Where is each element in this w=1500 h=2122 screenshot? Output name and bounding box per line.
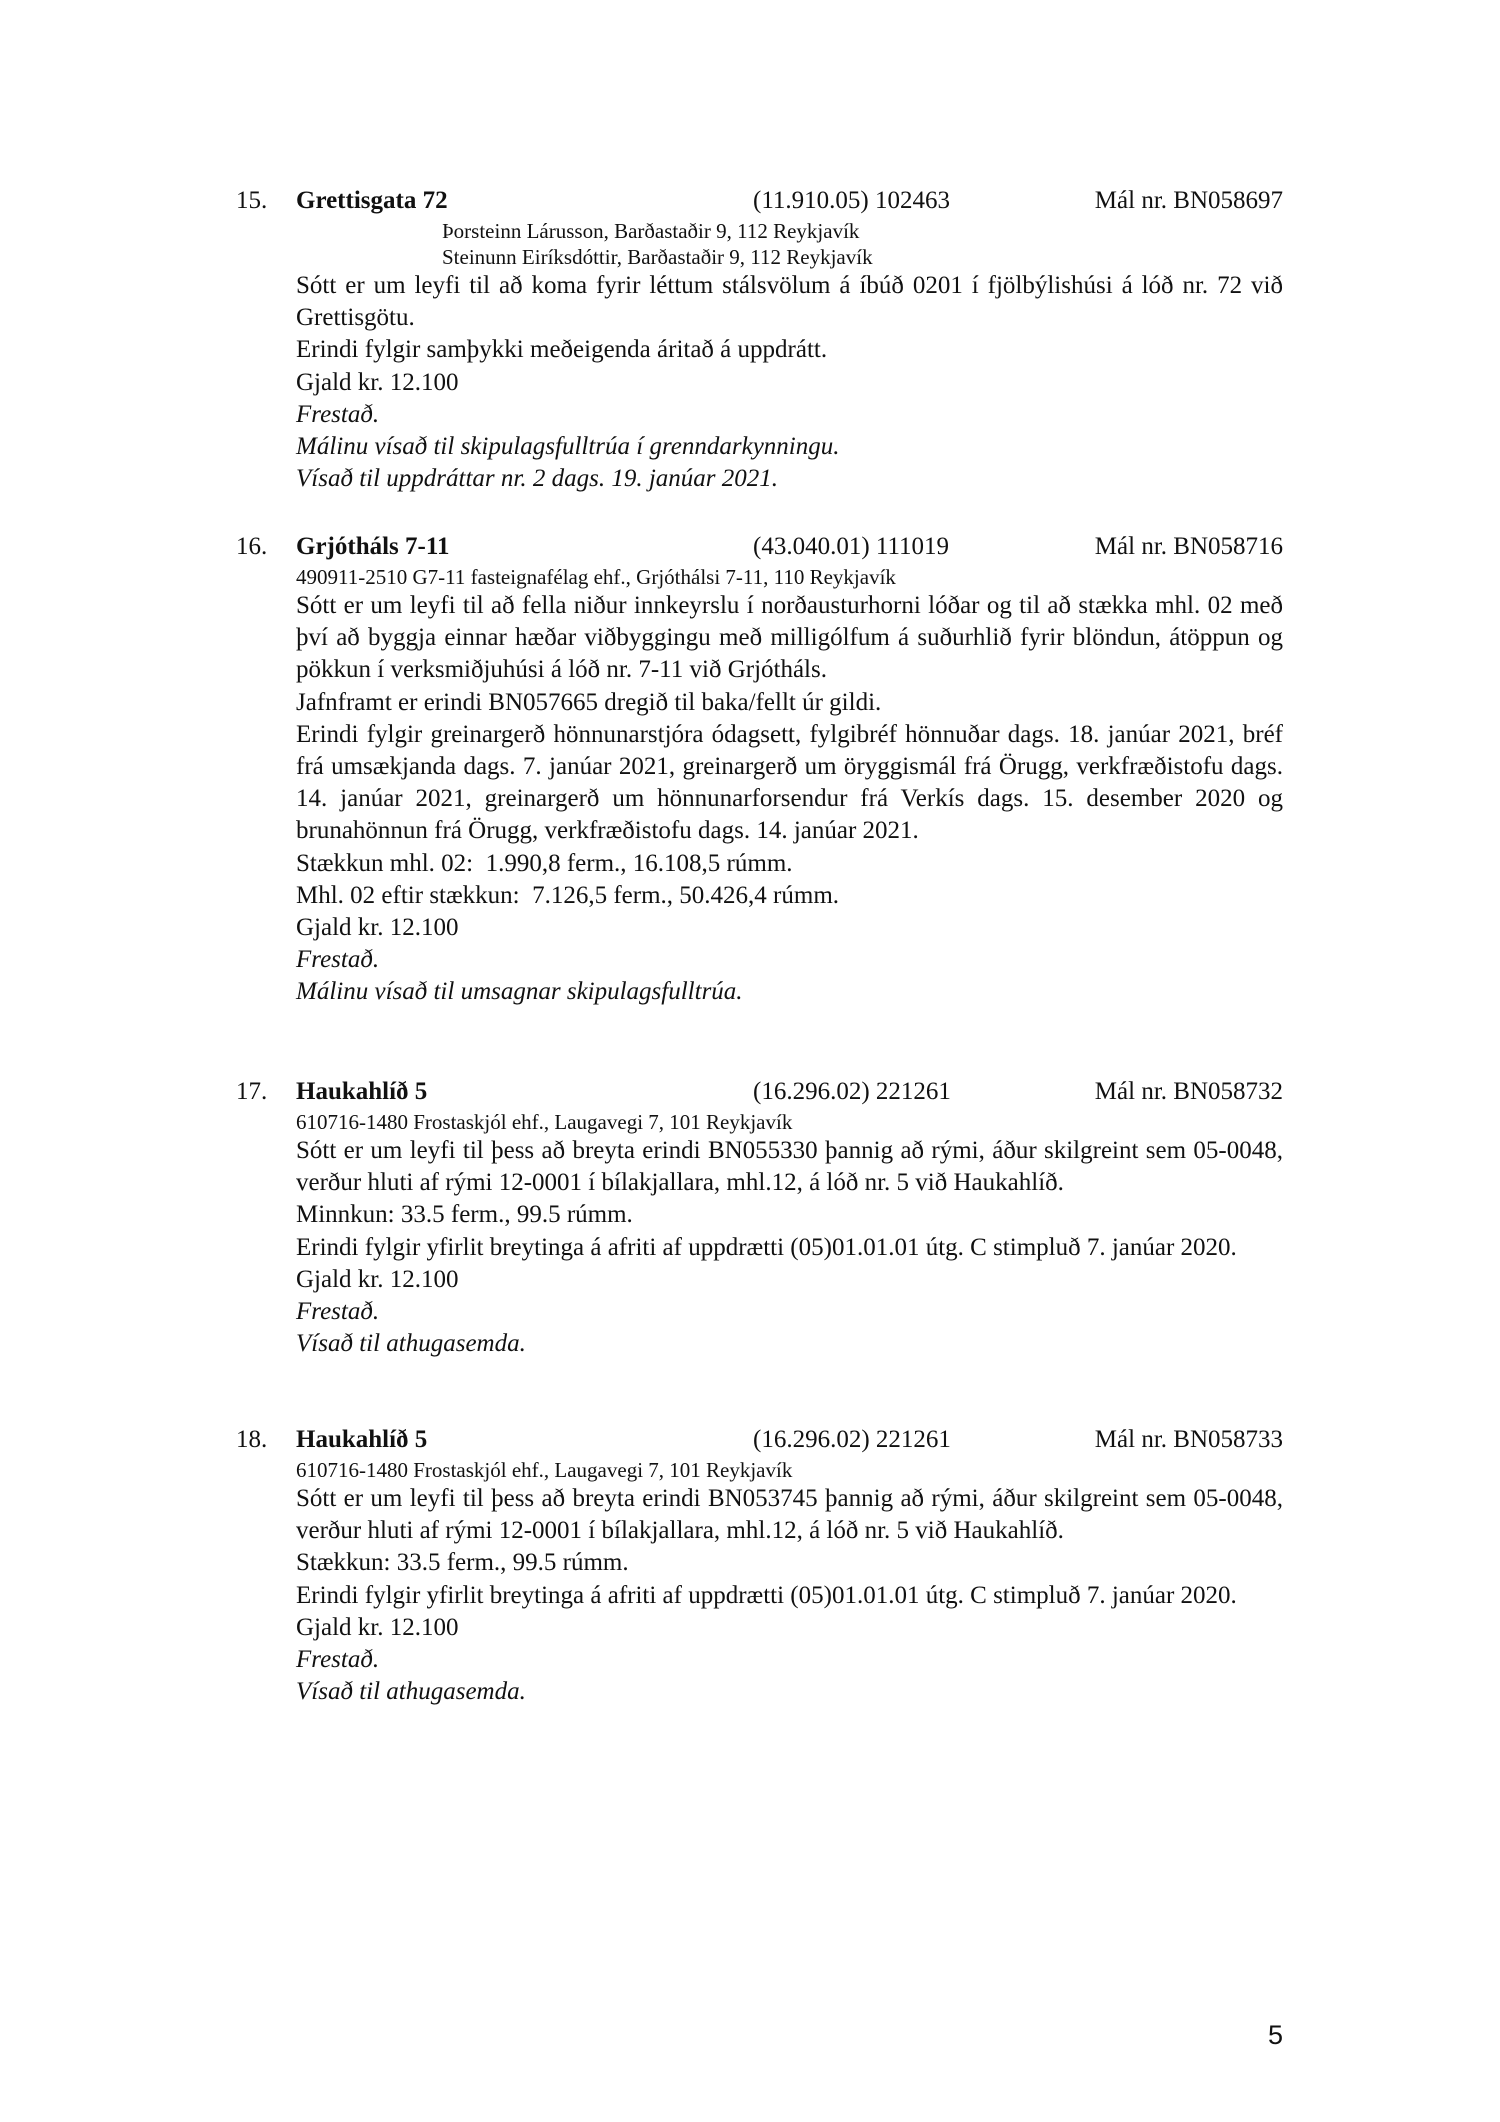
case-body [236,1135,1283,1360]
applicants [236,218,1283,270]
applicants [236,1109,1283,1135]
decision-note: Vísað til athugasemda. [296,1678,526,1706]
case-number: 17. [236,1078,268,1105]
decision: Frestað. [296,1298,380,1326]
decision-note: Málinu vísað til umsagnar skipulagsfulltrúa. [296,978,743,1006]
applicant: 610716-1480 Frostaskjól ehf., Laugavegi 7, 101 Reykjavík [296,1458,793,1482]
case-address: Grettisgata 72 [296,187,448,214]
case-header [236,1423,1283,1457]
case-body [236,270,1283,495]
case-reference: Mál nr. BN058733 [1094,1426,1283,1453]
case-address: Grjótháls 7-11 [296,533,450,560]
applicant: Þorsteinn Lárusson, Barðastaðir 9, 112 Reykjavík [442,219,860,243]
land-number: (16.296.02) 221261 [753,1426,951,1453]
fee: Gjald kr. 12.100 [296,1613,459,1641]
case-number: 15. [236,187,268,214]
fee: Gjald kr. 12.100 [296,1265,459,1293]
withdrawal-note: Jafnframt er erindi BN057665 dregið til baka/fellt úr gildi. [296,688,882,716]
attachment-note: Erindi fylgir yfirlit breytinga á afriti af uppdrætti (05)01.01.01 útg. C stimpluð 7. janúar 2020. [296,1581,1237,1609]
land-number: (43.040.01) 111019 [753,533,950,560]
case-number: 18. [236,1426,268,1453]
applicants [236,1457,1283,1483]
applicant: 610716-1480 Frostaskjól ehf., Laugavegi 7, 101 Reykjavík [296,1110,793,1134]
description: Sótt er um leyfi til að fella niður innkeyrslu í norðausturhorni lóðar og til að stækka mhl. 02 með því að byggja einnar hæðar viðbyggingu með milligólfum á suðurhlið fyrir blöndun, átöppun og pökkun í verksmiðjuhúsi á lóð nr. 7-11 við Grjótháls. [296,592,1283,684]
decision: Frestað. [296,400,380,428]
fee: Gjald kr. 12.100 [296,368,459,396]
decision-note: Vísað til uppdráttar nr. 2 dags. 19. janúar 2021. [296,465,778,493]
case-address: Haukahlíð 5 [296,1078,428,1105]
case-header [236,1075,1283,1109]
case-header [236,184,1283,218]
case-reference: Mál nr. BN058732 [1094,1078,1283,1105]
case-reference: Mál nr. BN058716 [1094,533,1283,560]
description: Sótt er um leyfi til þess að breyta erindi BN055330 þannig að rými, áður skilgreint sem 05-0048, verður hluti af rými 12-0001 í bílakjallara, mhl.12, á lóð nr. 5 við Haukahlíð. [296,1137,1283,1197]
description: Sótt er um leyfi til þess að breyta erindi BN053745 þannig að rými, áður skilgreint sem 05-0048, verður hluti af rými 12-0001 í bílakjallara, mhl.12, á lóð nr. 5 við Haukahlíð. [296,1485,1283,1545]
case-15 [236,184,1283,495]
area-change: Minnkun: 33.5 ferm., 99.5 rúmm. [296,1201,633,1229]
decision-note: Málinu vísað til skipulagsfulltrúa í grenndarkynningu. [296,433,840,461]
land-number: (11.910.05) 102463 [753,187,950,214]
fee: Gjald kr. 12.100 [296,914,459,942]
area-change: Stækkun: 33.5 ferm., 99.5 rúmm. [296,1549,629,1577]
case-number: 16. [236,533,268,560]
case-16 [236,530,1283,1009]
attachment-note: Erindi fylgir yfirlit breytinga á afriti af uppdrætti (05)01.01.01 útg. C stimpluð 7. janúar 2020. [296,1233,1237,1261]
case-17 [236,1075,1283,1360]
case-body [236,1483,1283,1708]
decision: Frestað. [296,1646,380,1674]
decision-note: Vísað til athugasemda. [296,1330,526,1358]
land-number: (16.296.02) 221261 [753,1078,951,1105]
area-after-expansion: Mhl. 02 eftir stækkun: 7.126,5 ferm., 50.426,4 rúmm. [296,881,840,909]
case-address: Haukahlíð 5 [296,1426,428,1453]
attachment-note: Erindi fylgir samþykki meðeigenda áritað á uppdrátt. [296,336,828,364]
applicants [236,564,1283,590]
expansion-area: Stækkun mhl. 02: 1.990,8 ferm., 16.108,5 rúmm. [296,849,793,877]
applicant: 490911-2510 G7-11 fasteignafélag ehf., Grjóthálsi 7-11, 110 Reykjavík [296,565,896,589]
description: Sótt er um leyfi til að koma fyrir léttum stálsvölum á íbúð 0201 í fjölbýlishúsi á lóð nr. 72 við Grettisgötu. [296,272,1283,332]
page-number: 5 [1268,2020,1284,2050]
case-body [236,590,1283,1009]
case-18 [236,1423,1283,1708]
applicant: Steinunn Eiríksdóttir, Barðastaðir 9, 112 Reykjavík [442,245,873,269]
decision: Frestað. [296,946,380,974]
attachment-note: Erindi fylgir greinargerð hönnunarstjóra ódagsett, fylgibréf hönnuðar dags. 18. janúar 2021, bréf frá umsækjanda dags. 7. janúar 2021, greinargerð um öryggismál frá Örugg, verkfræðistofu dags. 14. janúar 2021, greinargerð um hönnunarforsendur frá Verkís dags. 15. desember 2020 og brunahönnun frá Örugg, verkfræðistofu dags. 14. janúar 2021. [296,720,1283,845]
case-header [236,530,1283,564]
case-reference: Mál nr. BN058697 [1094,187,1283,214]
